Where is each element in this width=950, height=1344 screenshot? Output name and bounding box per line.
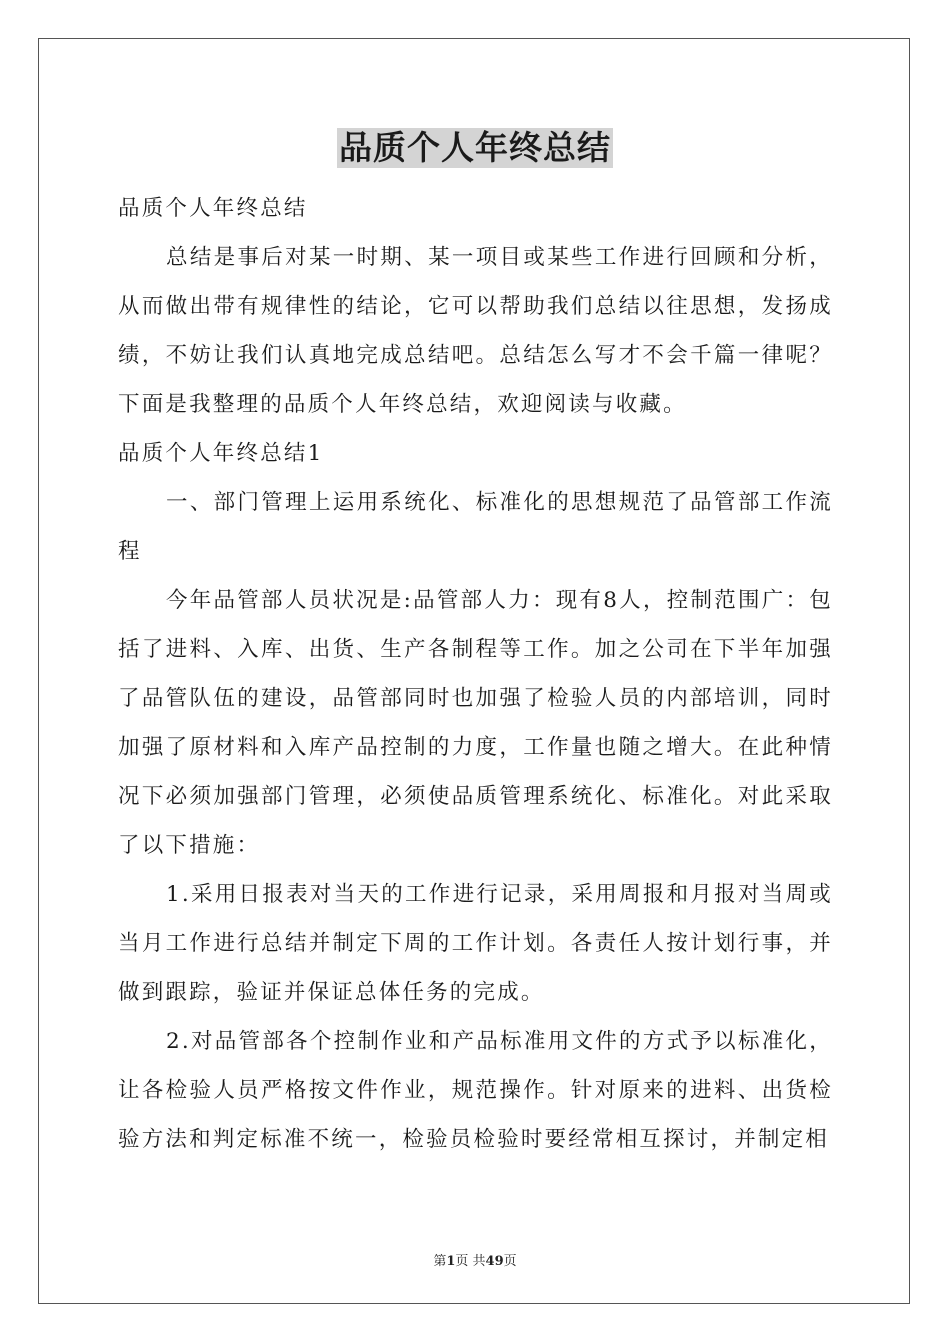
paragraph: 今年品管部人员状况是:品管部人力：现有8人，控制范围广：包括了进料、入库、出货、生产各制程等工作。加之公司在下半年加强了品管队伍的建设，品管部同时也加强了检验人员的内部培训，同时加强了原材料和入库产品控制的力度，工作量也随之增大。在此种情况下必须加强部门管理，必须使品质管理系统化、标准化。对此采取了以下措施： bbox=[118, 588, 833, 858]
document-body bbox=[118, 184, 833, 1164]
paragraph: 2.对品管部各个控制作业和产品标准用文件的方式予以标准化，让各检验人员严格按文件作业，规范操作。针对原来的进料、出货检验方法和判定标准不统一，检验员检验时要经常相互探讨，并制定相 bbox=[118, 1029, 833, 1152]
paragraph: 总结是事后对某一时期、某一项目或某些工作进行回顾和分析，从而做出带有规律性的结论，它可以帮助我们总结以往思想，发扬成绩，不妨让我们认真地完成总结吧。总结怎么写才不会千篇一律呢？下面是我整理的品质个人年终总结，欢迎阅读与收藏。 bbox=[118, 245, 833, 417]
title-wrap bbox=[0, 128, 950, 168]
page-number: 1 bbox=[446, 1254, 456, 1269]
footer-prefix: 第 bbox=[433, 1254, 447, 1269]
document-title: 品质个人年终总结 bbox=[339, 128, 611, 167]
section-heading: 品质个人年终总结 bbox=[118, 196, 308, 221]
section-heading: 品质个人年终总结1 bbox=[118, 441, 324, 466]
page-total: 49 bbox=[485, 1254, 504, 1269]
paragraph: 一、部门管理上运用系统化、标准化的思想规范了品管部工作流程 bbox=[118, 490, 833, 564]
footer-suffix: 页 bbox=[503, 1254, 517, 1269]
paragraph: 1.采用日报表对当天的工作进行记录，采用周报和月报对当周或当月工作进行总结并制定下周的工作计划。各责任人按计划行事，并做到跟踪，验证并保证总体任务的完成。 bbox=[118, 882, 833, 1005]
footer-mid: 页 共 bbox=[455, 1254, 486, 1269]
page-footer bbox=[0, 1250, 950, 1269]
